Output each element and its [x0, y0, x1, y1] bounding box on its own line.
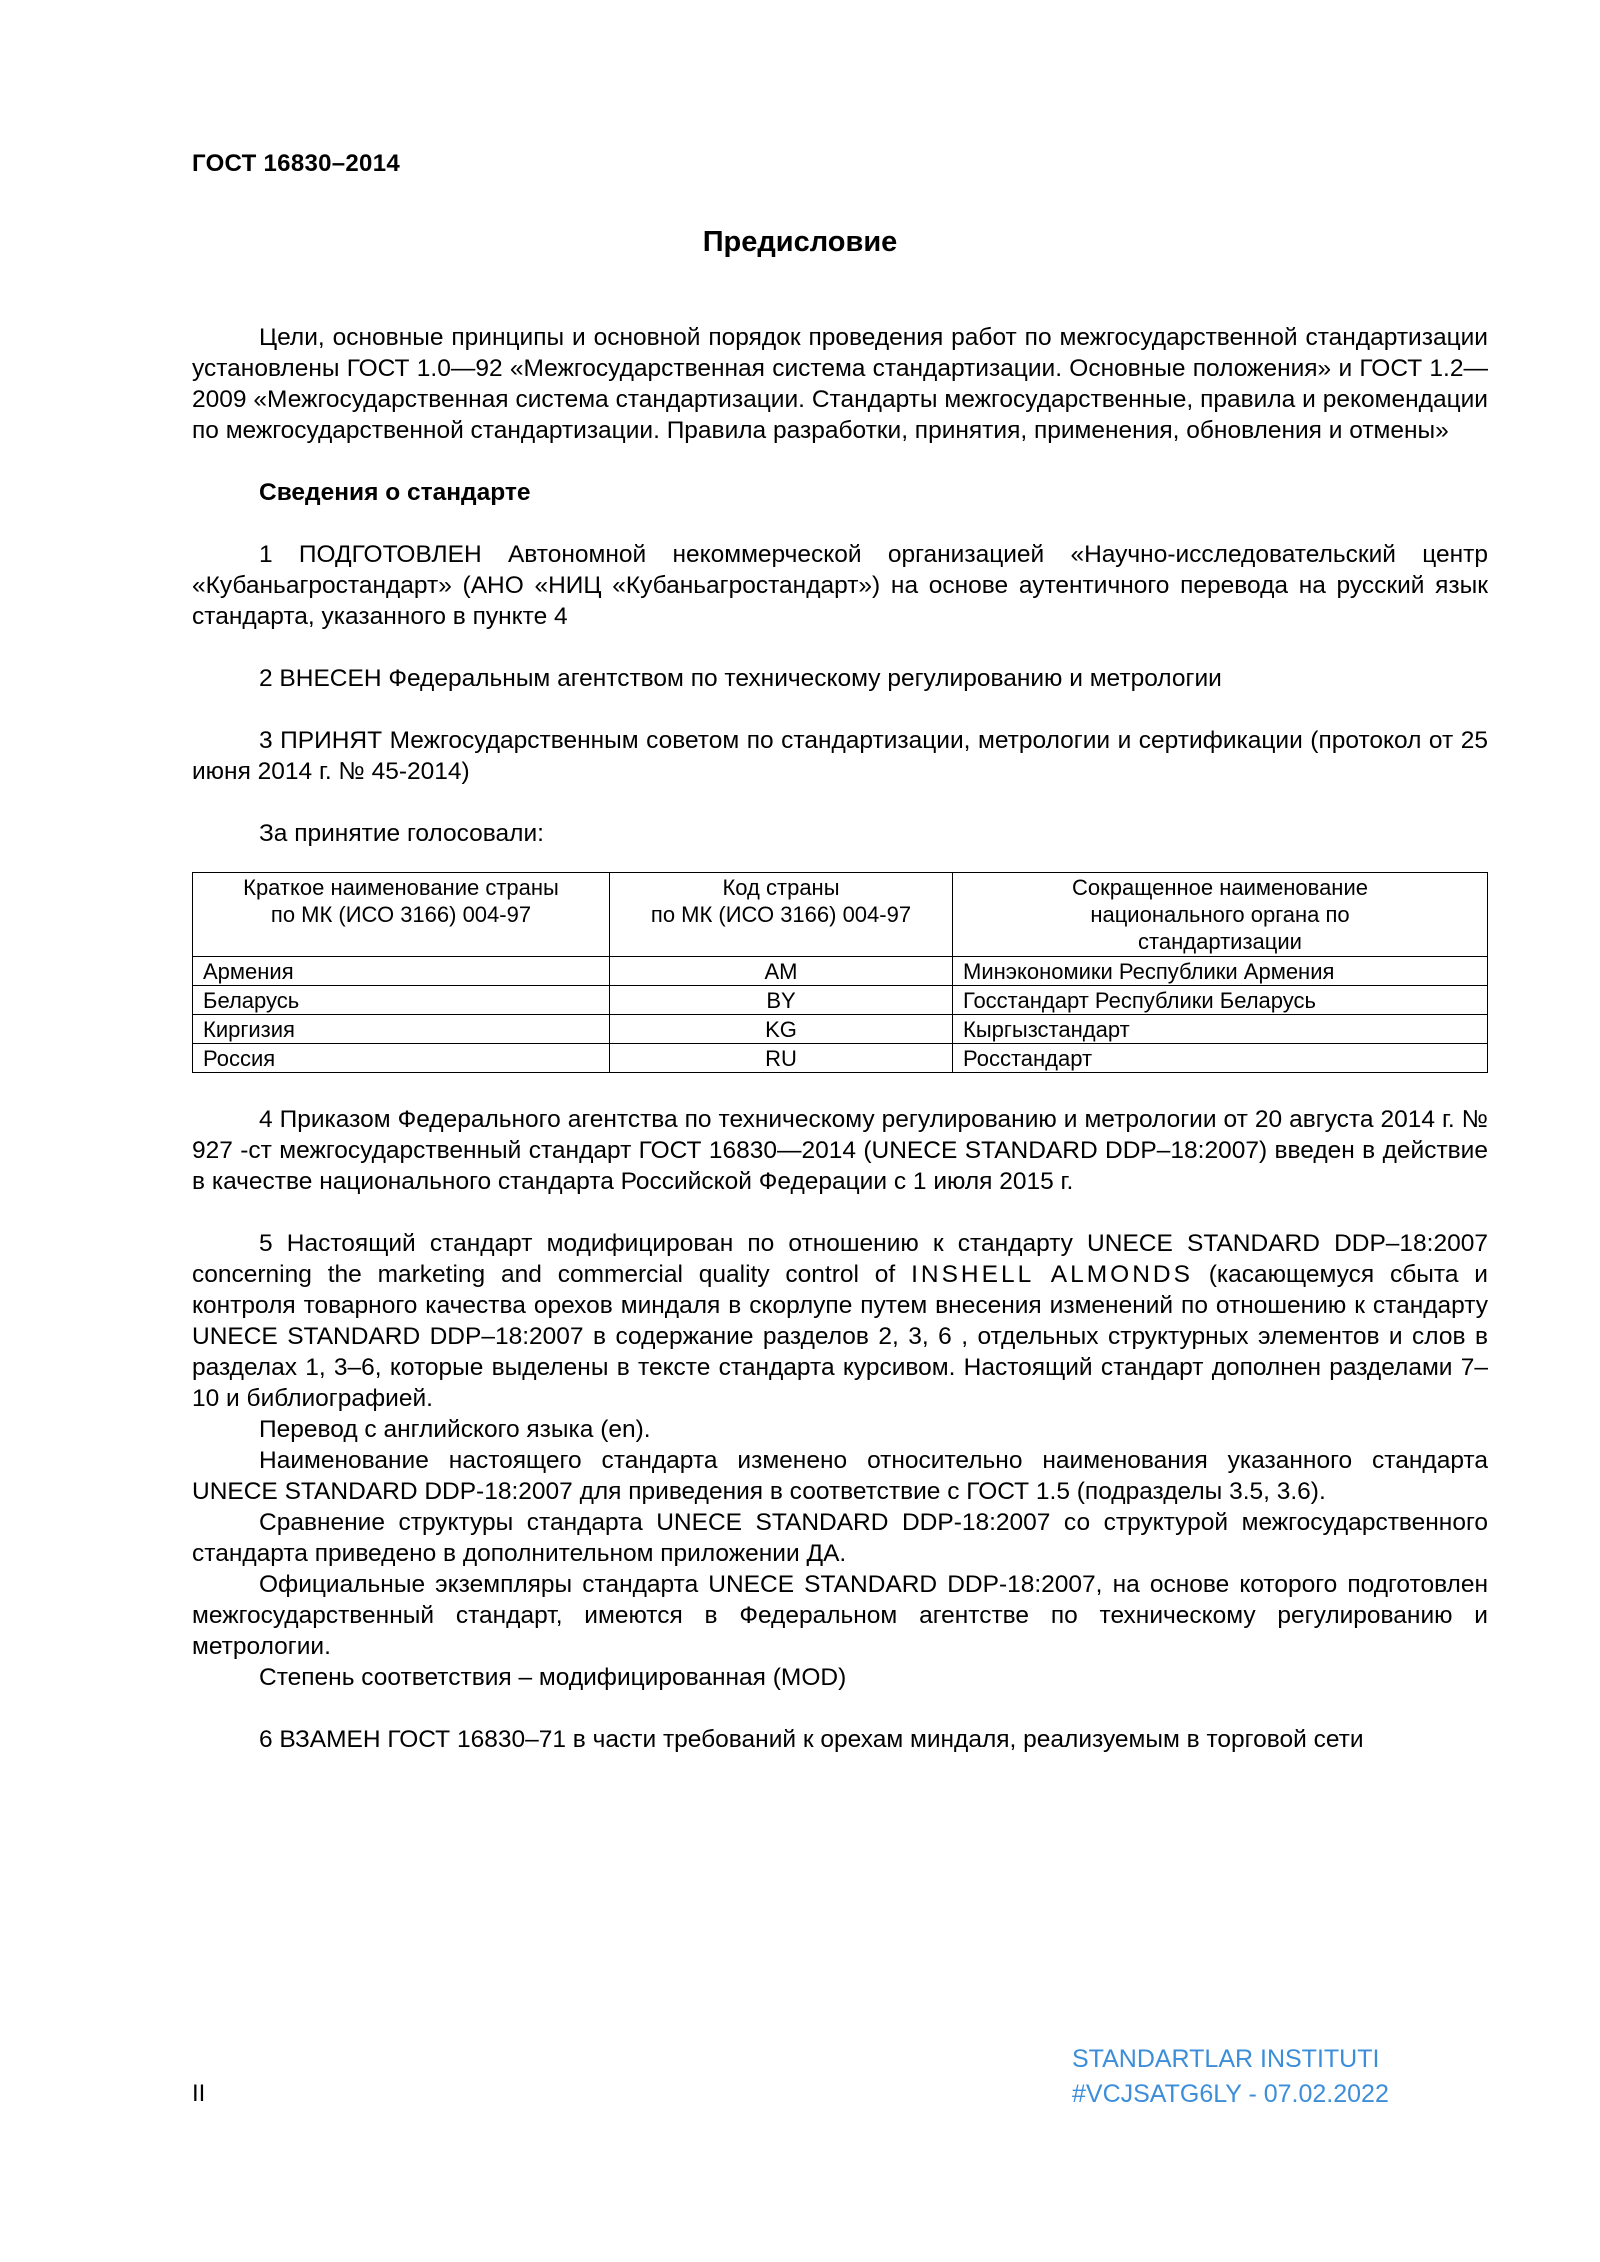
stamp-line-1: STANDARTLAR INSTITUTI	[1072, 2045, 1380, 2073]
document-code: ГОСТ 16830–2014	[192, 150, 400, 177]
national-body-cell: Госстандарт Республики Беларусь	[953, 986, 1488, 1015]
header-country-name: Краткое наименование страны по МК (ИСО 3166) 004-97	[193, 873, 610, 957]
item-5: 5 Настоящий стандарт модифицирован по отношению к стандарту UNECE STANDARD DDP–18:2007 concerning the marketing and commercial quality control of INSHELL ALMONDS (касающемуся сбыта и контроля товарного качества орехов миндаля в скорлупе путем внесения изменений по отношению к стандарту UNECE STANDARD DDP–18:2007 в содержание разделов 2, 3, 6 , отдельных структурных элементов и слов в разделах 1, 3–6, которые выделены в тексте стандарта курсивом. Настоящий стандарт дополнен разделами 7–10 и библиографией.	[192, 1230, 1488, 1412]
document-body	[192, 322, 1488, 1755]
votes-intro: За принятие голосовали:	[259, 820, 544, 847]
item-6: 6 ВЗАМЕН ГОСТ 16830–71 в части требований к орехам миндаля, реализуемым в торговой сети	[259, 1726, 1364, 1753]
item-4: 4 Приказом Федерального агентства по техническому регулированию и метрологии от 20 августа 2014 г. № 927 -ст межгосударственный стандарт ГОСТ 16830—2014 (UNECE STANDARD DDP–18:2007) введен в действие в качестве национального стандарта Российской Федерации с 1 июля 2015 г.	[192, 1106, 1488, 1195]
table-header-row	[193, 873, 1488, 957]
table-row	[193, 1044, 1488, 1073]
intro-paragraph: Цели, основные принципы и основной порядок проведения работ по межгосударственной стандартизации установлены ГОСТ 1.0—92 «Межгосударственная система стандартизации. Основные положения» и ГОСТ 1.2—2009 «Межгосударственная система стандартизации. Стандарты межгосударственные, правила и рекомендации по межгосударственной стандартизации. Правила разработки, принятия, применения, обновления и отмены»	[192, 324, 1488, 444]
header-national-body: Сокращенное наименование национального органа по стандартизации	[953, 873, 1488, 957]
country-name-cell: Беларусь	[193, 986, 610, 1015]
item-2: 2 ВНЕСЕН Федеральным агентством по техническому регулированию и метрологии	[259, 665, 1222, 692]
table-row	[193, 957, 1488, 986]
votes-table	[192, 872, 1488, 1073]
country-name-cell: Киргизия	[193, 1015, 610, 1044]
item-1: 1 ПОДГОТОВЛЕН Автономной некоммерческой организацией «Научно-исследовательский центр «Кубаньагростандарт» (АНО «НИЦ «Кубаньагростандарт») на основе аутентичного перевода на русский язык стандарта, указанного в пункте 4	[192, 541, 1488, 630]
page-number: II	[192, 2080, 206, 2107]
watermark-stamp	[1072, 2042, 1389, 2112]
item-3: 3 ПРИНЯТ Межгосударственным советом по стандартизации, метрологии и сертификации (протокол от 25 июня 2014 г. № 45-2014)	[192, 727, 1488, 785]
country-name-cell: Армения	[193, 957, 610, 986]
stamp-line-2: #VCJSATG6LY - 07.02.2022	[1072, 2080, 1389, 2108]
section-heading: Сведения о стандарте	[259, 479, 531, 506]
national-body-cell: Минэкономики Республики Армения	[953, 957, 1488, 986]
item-5-comparison: Сравнение структуры стандарта UNECE STANDARD DDP-18:2007 со структурой межгосударственного стандарта приведено в дополнительном приложении ДА.	[192, 1509, 1488, 1567]
table-row	[193, 986, 1488, 1015]
header-country-code: Код страны по МК (ИСО 3166) 004-97	[610, 873, 953, 957]
table-row	[193, 1015, 1488, 1044]
page-title: Предисловие	[702, 226, 898, 258]
national-body-cell: Кыргызстандарт	[953, 1015, 1488, 1044]
item-5-name-change: Наименование настоящего стандарта изменено относительно наименования указанного стандарта UNECE STANDARD DDP-18:2007 для приведения в соответствие с ГОСТ 1.5 (подразделы 3.5, 3.6).	[192, 1447, 1488, 1505]
item-5-degree: Степень соответствия – модифицированная (MOD)	[259, 1664, 847, 1691]
country-code-cell: RU	[610, 1044, 953, 1073]
country-name-cell: Россия	[193, 1044, 610, 1073]
country-code-cell: AM	[610, 957, 953, 986]
item-5-translation: Перевод с английского языка (en).	[259, 1416, 651, 1443]
item-5-official-copies: Официальные экземпляры стандарта UNECE STANDARD DDP-18:2007, на основе которого подготовлен межгосударственный стандарт, имеются в Федеральном агентстве по техническому регулированию и метрологии.	[192, 1571, 1488, 1660]
country-code-cell: KG	[610, 1015, 953, 1044]
national-body-cell: Росстандарт	[953, 1044, 1488, 1073]
country-code-cell: BY	[610, 986, 953, 1015]
